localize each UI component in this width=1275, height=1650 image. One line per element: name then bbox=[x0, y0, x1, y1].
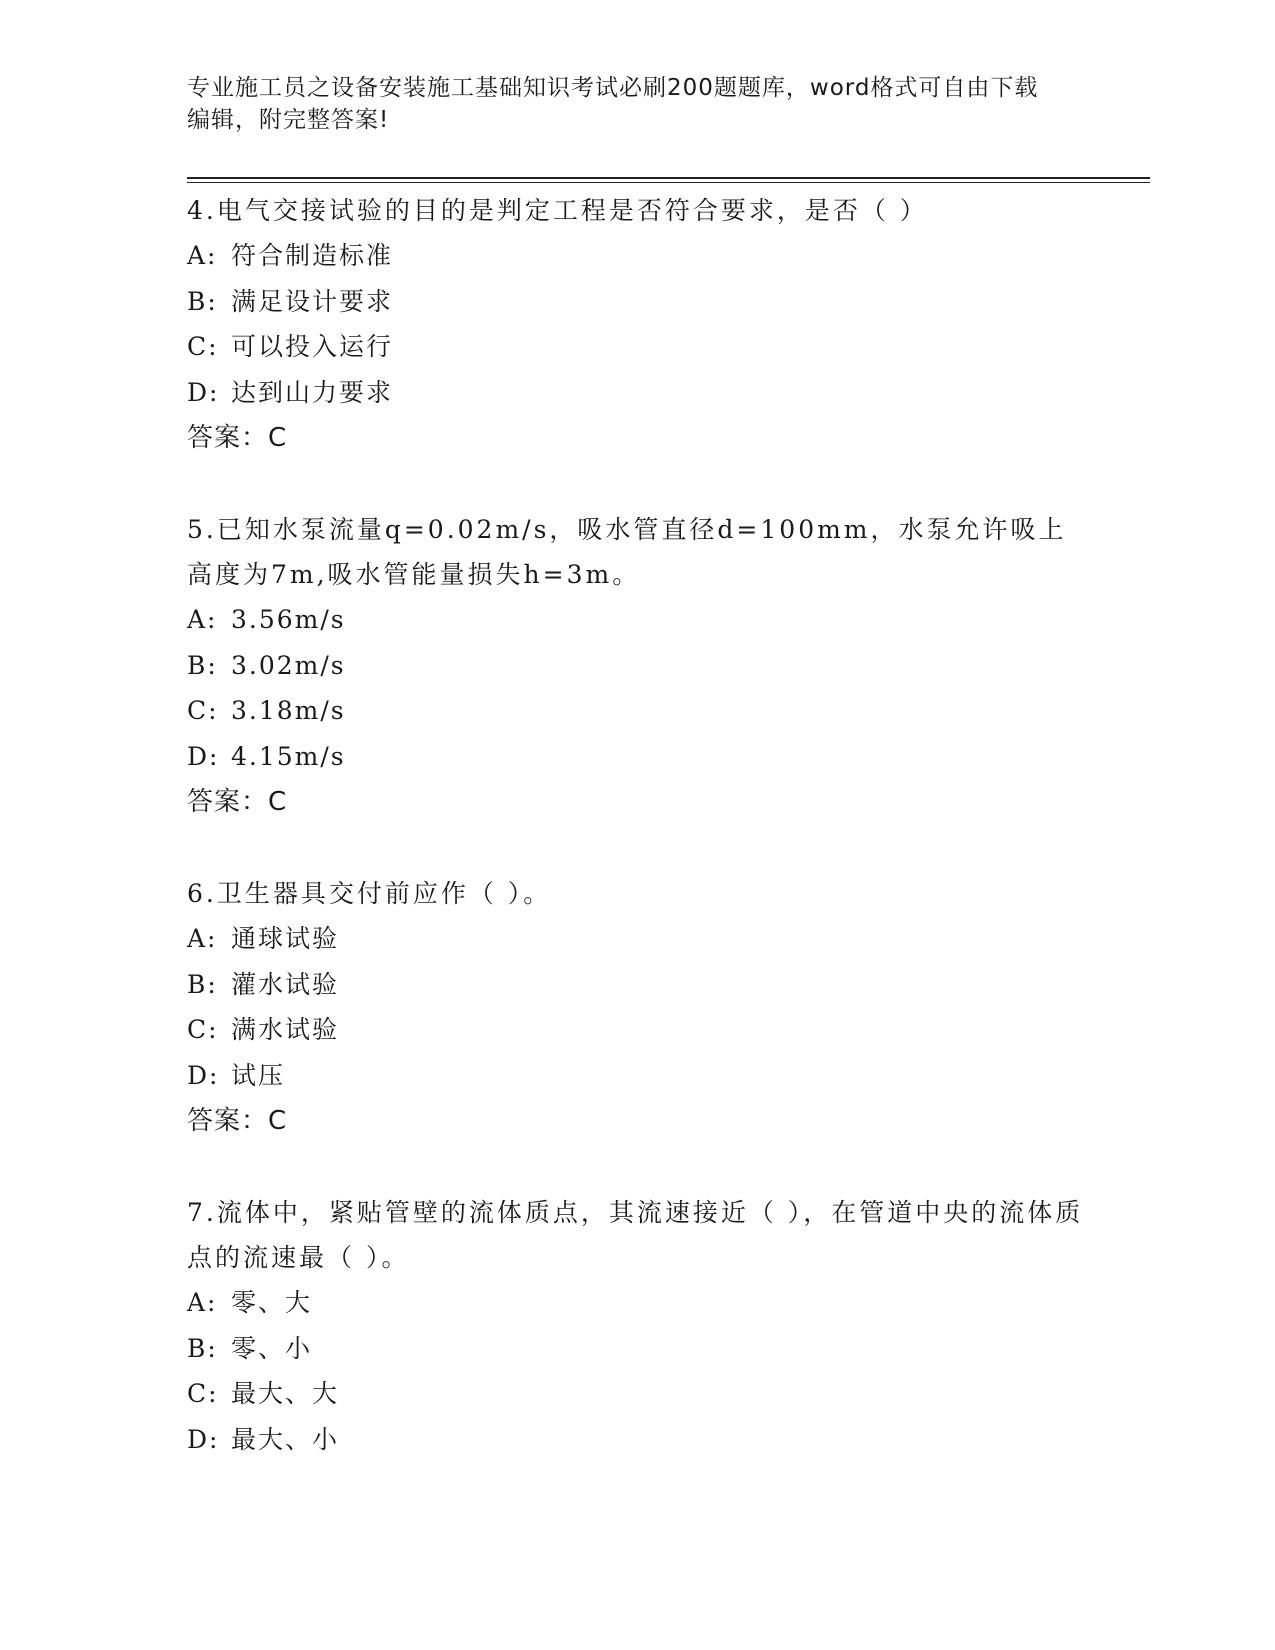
answer-label: 答案：C bbox=[187, 787, 288, 817]
option-a bbox=[187, 597, 1087, 643]
option-b bbox=[187, 279, 1087, 325]
document-header bbox=[187, 72, 1067, 136]
question-text: 4.电气交接试验的目的是判定工程是否符合要求，是否（ ） bbox=[187, 196, 928, 225]
option-letter: D: bbox=[187, 1060, 220, 1090]
option-letter: A: bbox=[187, 924, 218, 953]
option-b bbox=[187, 962, 1087, 1008]
option-text: 3.56m/s bbox=[231, 605, 346, 634]
option-text: 零、大 bbox=[231, 1288, 313, 1317]
question-7 bbox=[187, 1190, 1087, 1462]
option-text: 4.15m/s bbox=[231, 741, 346, 771]
option-letter: C: bbox=[187, 1015, 219, 1044]
option-a bbox=[187, 916, 1087, 962]
option-d bbox=[187, 734, 1087, 780]
option-letter: C: bbox=[187, 1379, 219, 1408]
question-5 bbox=[187, 507, 1087, 825]
option-text: 3.18m/s bbox=[231, 696, 346, 725]
question-text: 5.已知水泵流量q=0.02m/s，吸水管直径d=100mm，水泵允许吸上高度为7m,吸水管能量损失h=3m。 bbox=[187, 515, 1067, 589]
option-text: 可以投入运行 bbox=[231, 332, 394, 361]
option-c bbox=[187, 1007, 1087, 1053]
option-text: 最大、大 bbox=[231, 1379, 340, 1408]
answer-label: 答案：C bbox=[187, 423, 288, 453]
option-c bbox=[187, 688, 1087, 734]
question-4 bbox=[187, 188, 1087, 461]
option-text: 3.02m/s bbox=[231, 650, 346, 680]
option-letter: B: bbox=[187, 650, 218, 680]
question-text: 6.卫生器具交付前应作（ ）。 bbox=[187, 879, 552, 908]
answer-label: 答案：C bbox=[187, 1106, 288, 1136]
option-text: 通球试验 bbox=[231, 924, 340, 953]
option-text: 达到山力要求 bbox=[231, 377, 394, 407]
header-title-line-2: 编辑，附完整答案! bbox=[187, 107, 390, 133]
option-a bbox=[187, 233, 1087, 279]
option-text: 最大、小 bbox=[231, 1424, 340, 1454]
header-divider bbox=[187, 177, 1150, 179]
header-title-line-1: 专业施工员之设备安装施工基础知识考试必刷200题题库，word格式可自由下载 bbox=[187, 75, 1039, 101]
question-list bbox=[187, 188, 1087, 1508]
option-letter: A: bbox=[187, 241, 218, 270]
option-text: 满水试验 bbox=[231, 1015, 340, 1044]
option-d bbox=[187, 1417, 1087, 1463]
option-d bbox=[187, 1053, 1087, 1099]
option-c bbox=[187, 1371, 1087, 1417]
header-divider-thin bbox=[187, 182, 1150, 183]
option-letter: C: bbox=[187, 332, 219, 361]
option-letter: C: bbox=[187, 696, 219, 725]
question-text: 7.流体中，紧贴管壁的流体质点，其流速接近（ ），在管道中央的流体质点的流速最（ ）。 bbox=[187, 1198, 1084, 1272]
question-6 bbox=[187, 871, 1087, 1144]
option-b bbox=[187, 1326, 1087, 1372]
option-text: 灌水试验 bbox=[231, 969, 340, 999]
option-letter: A: bbox=[187, 605, 218, 634]
option-letter: B: bbox=[187, 286, 218, 316]
option-b bbox=[187, 643, 1087, 689]
option-letter: D: bbox=[187, 1424, 220, 1454]
option-text: 零、小 bbox=[231, 1333, 313, 1363]
option-letter: D: bbox=[187, 741, 220, 771]
option-letter: D: bbox=[187, 377, 220, 407]
option-letter: A: bbox=[187, 1288, 218, 1317]
option-letter: B: bbox=[187, 969, 218, 999]
option-a bbox=[187, 1280, 1087, 1326]
option-text: 满足设计要求 bbox=[231, 286, 394, 316]
option-text: 符合制造标准 bbox=[231, 241, 394, 270]
option-d bbox=[187, 370, 1087, 416]
option-text: 试压 bbox=[231, 1060, 286, 1090]
option-c bbox=[187, 324, 1087, 370]
option-letter: B: bbox=[187, 1333, 218, 1363]
